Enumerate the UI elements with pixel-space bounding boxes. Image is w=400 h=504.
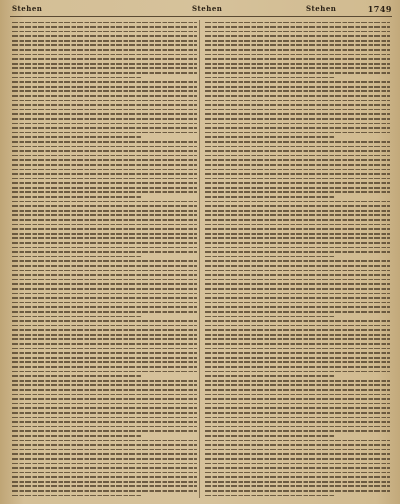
text-line [205,493,390,498]
page-number: 1749 [367,4,392,14]
column-divider [199,20,200,498]
running-header [12,4,392,16]
text-column-left [12,20,197,500]
text-column-right [205,20,390,500]
text-line [12,493,197,498]
header-right-word: Stehen [306,4,337,13]
header-rule [10,16,392,17]
header-left-word: Stehen [12,4,43,13]
header-center-word: Stehen [192,4,223,13]
